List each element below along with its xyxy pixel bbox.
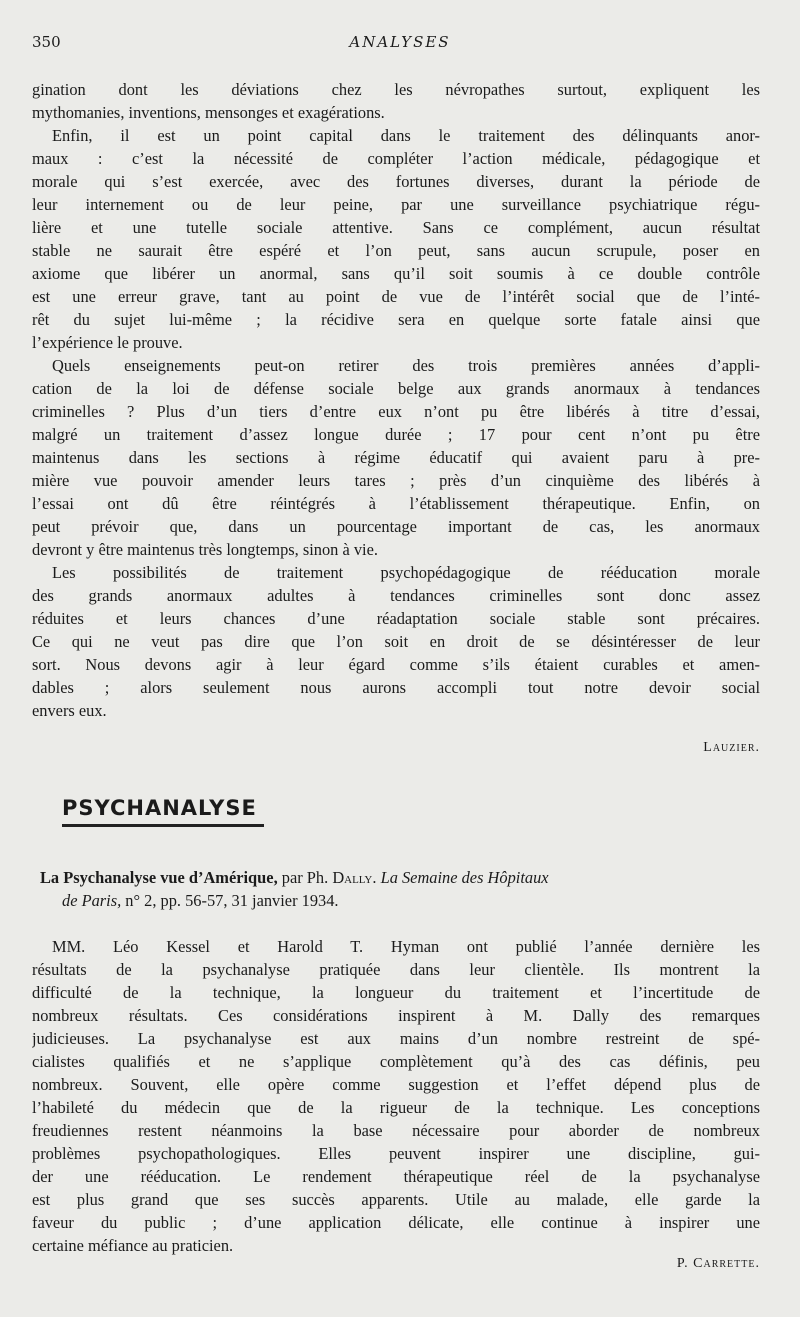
text-line: criminelles ? Plus d’un tiers d’entre eux n’ont pu être libérés à titre d’essai, [32,402,760,421]
text-line: envers eux. [32,701,107,720]
text-line: est une erreur grave, tant au point de vue de l’intérêt social que de l’inté- [32,287,760,306]
running-section-title: ANALYSES [349,33,451,51]
text-line: Ce qui ne veut pas dire que l’on soit en droit de se désintéresser de leur [32,632,760,651]
text-line: lière et une tutelle sociale attentive. Sans ce complément, aucun résultat [32,218,760,237]
text-line: judicieuses. La psychanalyse est aux mains d’un nombre restreint de spé- [32,1029,760,1048]
text-line: mythomanies, inventions, mensonges et exagérations. [32,103,385,122]
text-line: l’habileté du médecin que de la rigueur de la technique. Les conceptions [32,1098,760,1117]
text-line: der une rééducation. Le rendement thérapeutique réel de la psychanalyse [32,1167,760,1186]
text-line: faveur du public ; d’une application délicate, elle continue à inspirer une [32,1213,760,1232]
first-article-body [32,78,760,722]
running-head [32,33,768,55]
section-heading: PSYCHANALYSE [62,796,257,820]
text-line: maintenus dans les sections à régime éducatif qui avaient paru à pre- [32,448,760,467]
first-article-signature: Lauzier. [703,740,760,755]
reference-journal-city: de Paris, [62,891,122,910]
text-line: cation de la loi de défense sociale belge aux grands anormaux à tendances [32,379,760,398]
text-line: maux : c’est la nécessité de compléter l’action médicale, pédagogique et [32,149,760,168]
text-line: freudiennes restent néanmoins la base nécessaire pour aborder de nombreux [32,1121,760,1140]
section-heading-block [62,796,264,827]
text-line: cialistes qualifiés et ne s’applique complètement qu’à des cas définis, peu [32,1052,760,1071]
text-line: l’essai ont dû être réintégrés à l’établissement thérapeutique. Enfin, on [32,494,760,513]
text-line: dables ; alors seulement nous aurons accompli tout notre devoir social [32,678,760,697]
reference-line-1 [40,866,780,889]
text-line: est plus grand que ses succès apparents. Utile au malade, elle garde la [32,1190,760,1209]
text-line: devront y être maintenus très longtemps, sinon à vie. [32,540,378,559]
reference-journal: La Semaine des Hôpitaux [376,868,549,887]
text-line: problèmes psychopathologiques. Elles peuvent inspirer une discipline, gui- [32,1144,760,1163]
text-line: Quels enseignements peut-on retirer des trois premières années d’appli- [52,356,760,375]
text-line: morale qui s’est exercée, avec des fortunes diverses, durant la période de [32,172,760,191]
text-line: l’expérience le prouve. [32,333,183,352]
text-line: Enfin, il est un point capital dans le traitement des délinquants anor- [52,126,760,145]
text-line: gination dont les déviations chez les névropathes surtout, expliquent les [32,80,760,99]
second-article-signature: P. Carrette. [676,1256,760,1271]
reference-author: Dally. [332,868,377,887]
heading-underline [62,824,264,827]
text-line: certaine méfiance au praticien. [32,1236,234,1255]
page-number: 350 [32,33,61,51]
reference-author-prefix: par Ph. [277,868,333,887]
text-line: nombreux résultats. Ces considérations inspirent à M. Dally des remarques [32,1006,760,1025]
text-line: stable ne saurait être espéré et l’on peut, sans aucun scrupule, poser en [32,241,760,260]
text-line: résultats de la psychanalyse pratiquée dans leur clientèle. Ils montrent la [32,960,760,979]
text-line: nombreux. Souvent, elle opère comme suggestion et l’effet dépend plus de [32,1075,760,1094]
text-line: rêt du sujet lui-même ; la récidive sera en quelque sorte fatale ainsi que [32,310,760,329]
bibliographic-reference [40,866,780,912]
text-line: des grands anormaux adultes à tendances criminelles sont donc assez [32,586,760,605]
text-line: peut prévoir que, dans un pourcentage important de cas, les anormaux [32,517,760,536]
second-article-body [32,935,760,1257]
text-line: Les possibilités de traitement psychopédagogique de rééducation morale [52,563,760,582]
text-line: réduites et leurs chances d’une réadaptation sociale stable sont précaires. [32,609,760,628]
text-line: sort. Nous devons agir à leur égard comme s’ils étaient curables et amen- [32,655,760,674]
text-line: leur internement ou de leur peine, par une surveillance psychiatrique régu- [32,195,760,214]
reference-title: La Psychanalyse vue d’Amérique, [40,868,278,887]
reference-details: n° 2, pp. 56-57, 31 janvier 1934. [121,891,339,910]
text-line: MM. Léo Kessel et Harold T. Hyman ont publié l’année dernière les [52,937,760,956]
reference-line-2 [40,889,780,912]
text-line: mière vue pouvoir amender leurs tares ; près d’un cinquième des libérés à [32,471,760,490]
text-line: difficulté de la technique, la longueur du traitement et l’incertitude de [32,983,760,1002]
text-line: malgré un traitement d’assez longue durée ; 17 pour cent n’ont pu être [32,425,760,444]
text-line: axiome que libérer un anormal, sans qu’il soit soumis à ce double contrôle [32,264,760,283]
